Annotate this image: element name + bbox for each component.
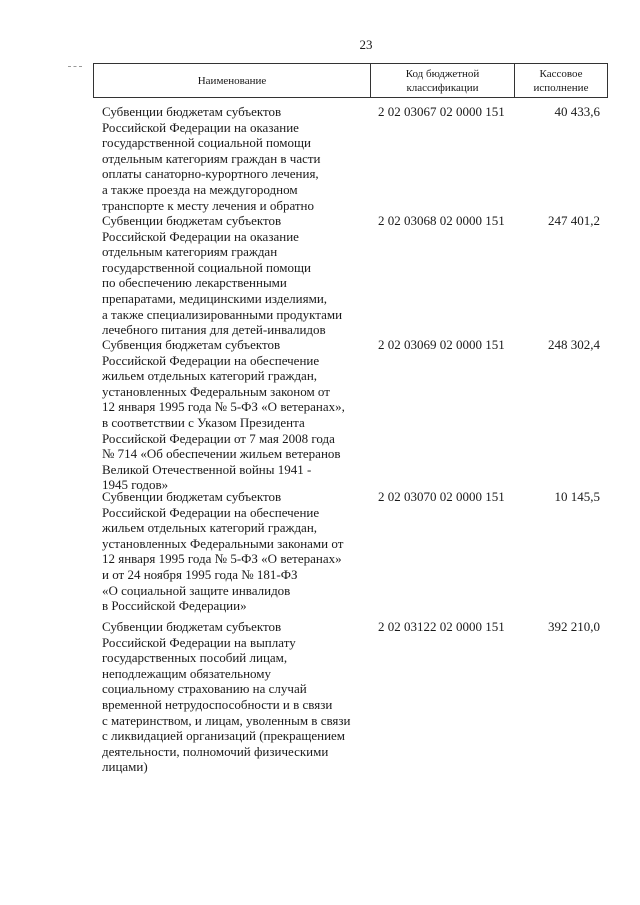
row-name-line: установленных Федеральными законами от bbox=[102, 535, 344, 551]
row-name bbox=[102, 337, 372, 493]
row-name-line: временной нетрудоспособности и в связи bbox=[102, 696, 333, 712]
row-name-line: 12 января 1995 года № 5-ФЗ «О ветеранах» bbox=[102, 551, 342, 567]
row-budget-code: 2 02 03067 02 0000 151 bbox=[378, 104, 505, 119]
row-name-line: Субвенции бюджетам субъектов bbox=[102, 104, 282, 119]
row-name bbox=[102, 489, 372, 614]
row-amount: 247 401,2 bbox=[548, 213, 600, 228]
row-name-line: Российской Федерации на оказание bbox=[102, 228, 299, 244]
row-name-line: Российской Федерации на оказание bbox=[102, 119, 299, 135]
row-name-line: государственной социальной помощи bbox=[102, 135, 311, 151]
header-amount bbox=[515, 64, 607, 97]
row-name-line: 12 января 1995 года № 5-ФЗ «О ветеранах», bbox=[102, 399, 345, 415]
header-name-label: Наименование bbox=[197, 74, 267, 87]
row-name-line: Великой Отечественной войны 1941 - bbox=[102, 461, 312, 477]
header-name bbox=[94, 64, 371, 97]
row-name-line: Российской Федерации на выплату bbox=[102, 634, 296, 650]
row-name-line: № 714 «Об обеспечении жильем ветеранов bbox=[102, 446, 341, 462]
row-amount: 392 210,0 bbox=[548, 619, 600, 634]
row-name-line: а также проезда на междугородном bbox=[102, 181, 298, 197]
row-name-line: а также специализированными продуктами bbox=[102, 306, 343, 322]
row-name-line: отдельным категориям граждан в части bbox=[102, 150, 321, 166]
row-name-line: отдельным категориям граждан bbox=[102, 244, 278, 260]
row-name-line: Российской Федерации от 7 мая 2008 года bbox=[102, 430, 335, 446]
row-amount: 10 145,5 bbox=[554, 489, 600, 504]
row-name-line: Субвенции бюджетам субъектов bbox=[102, 619, 282, 634]
row-budget-code: 2 02 03069 02 0000 151 bbox=[378, 337, 505, 352]
row-name-line: 1945 годов» bbox=[102, 477, 169, 493]
row-name-line: государственной социальной помощи bbox=[102, 259, 311, 275]
row-name-line: социальному страхованию на случай bbox=[102, 681, 307, 697]
row-budget-code: 2 02 03122 02 0000 151 bbox=[378, 619, 505, 634]
row-name-line: «О социальной защите инвалидов bbox=[102, 582, 291, 598]
row-name-line: Российской Федерации на обеспечение bbox=[102, 504, 320, 520]
row-budget-code: 2 02 03068 02 0000 151 bbox=[378, 213, 505, 228]
row-name-line: и от 24 ноября 1995 года № 181-ФЗ bbox=[102, 566, 298, 582]
row-name-line: лечебного питания для детей-инвалидов bbox=[102, 322, 326, 338]
row-name bbox=[102, 213, 372, 338]
row-name-line: Субвенция бюджетам субъектов bbox=[102, 337, 281, 352]
row-budget-code: 2 02 03070 02 0000 151 bbox=[378, 489, 505, 504]
table-header bbox=[93, 63, 608, 98]
row-name-line: государственных пособий лицам, bbox=[102, 650, 288, 666]
row-name-line: с ликвидацией организаций (прекращением bbox=[102, 728, 346, 744]
row-name-line: в Российской Федерации» bbox=[102, 598, 247, 614]
row-name-line: транспорте к месту лечения и обратно bbox=[102, 197, 315, 213]
page-number: 23 bbox=[359, 37, 373, 52]
row-amount: 248 302,4 bbox=[548, 337, 600, 352]
header-amount-line: Кассовое bbox=[539, 67, 583, 80]
row-name-line: Субвенции бюджетам субъектов bbox=[102, 489, 282, 504]
row-name-line: по обеспечению лекарственными bbox=[102, 275, 287, 291]
row-name-line: Субвенции бюджетам субъектов bbox=[102, 213, 282, 228]
row-name-line: жильем отдельных категорий граждан, bbox=[102, 520, 318, 536]
row-name-line: в соответствии с Указом Президента bbox=[102, 414, 305, 430]
row-name-line: оплаты санаторно-курортного лечения, bbox=[102, 166, 319, 182]
row-name-line: Российской Федерации на обеспечение bbox=[102, 352, 320, 368]
row-name-line: жильем отдельных категорий граждан, bbox=[102, 368, 318, 384]
row-name-line: с материнством, и лицам, уволенным в связи bbox=[102, 712, 351, 728]
row-name-line: препаратами, медицинскими изделиями, bbox=[102, 290, 328, 306]
row-amount: 40 433,6 bbox=[554, 104, 600, 119]
header-code bbox=[371, 64, 515, 97]
row-name-line: лицами) bbox=[102, 759, 148, 775]
header-code-line: Код бюджетной bbox=[405, 67, 480, 80]
header-amount-line: исполнение bbox=[533, 81, 589, 94]
header-code-line: классификации bbox=[406, 81, 479, 94]
row-name-line: неподлежащим обязательному bbox=[102, 665, 272, 681]
scan-artifact bbox=[68, 66, 82, 67]
row-name bbox=[102, 104, 372, 213]
row-name-line: установленных Федеральным законом от bbox=[102, 383, 330, 399]
row-name bbox=[102, 619, 372, 775]
row-name-line: деятельности, полномочий физическими bbox=[102, 743, 329, 759]
